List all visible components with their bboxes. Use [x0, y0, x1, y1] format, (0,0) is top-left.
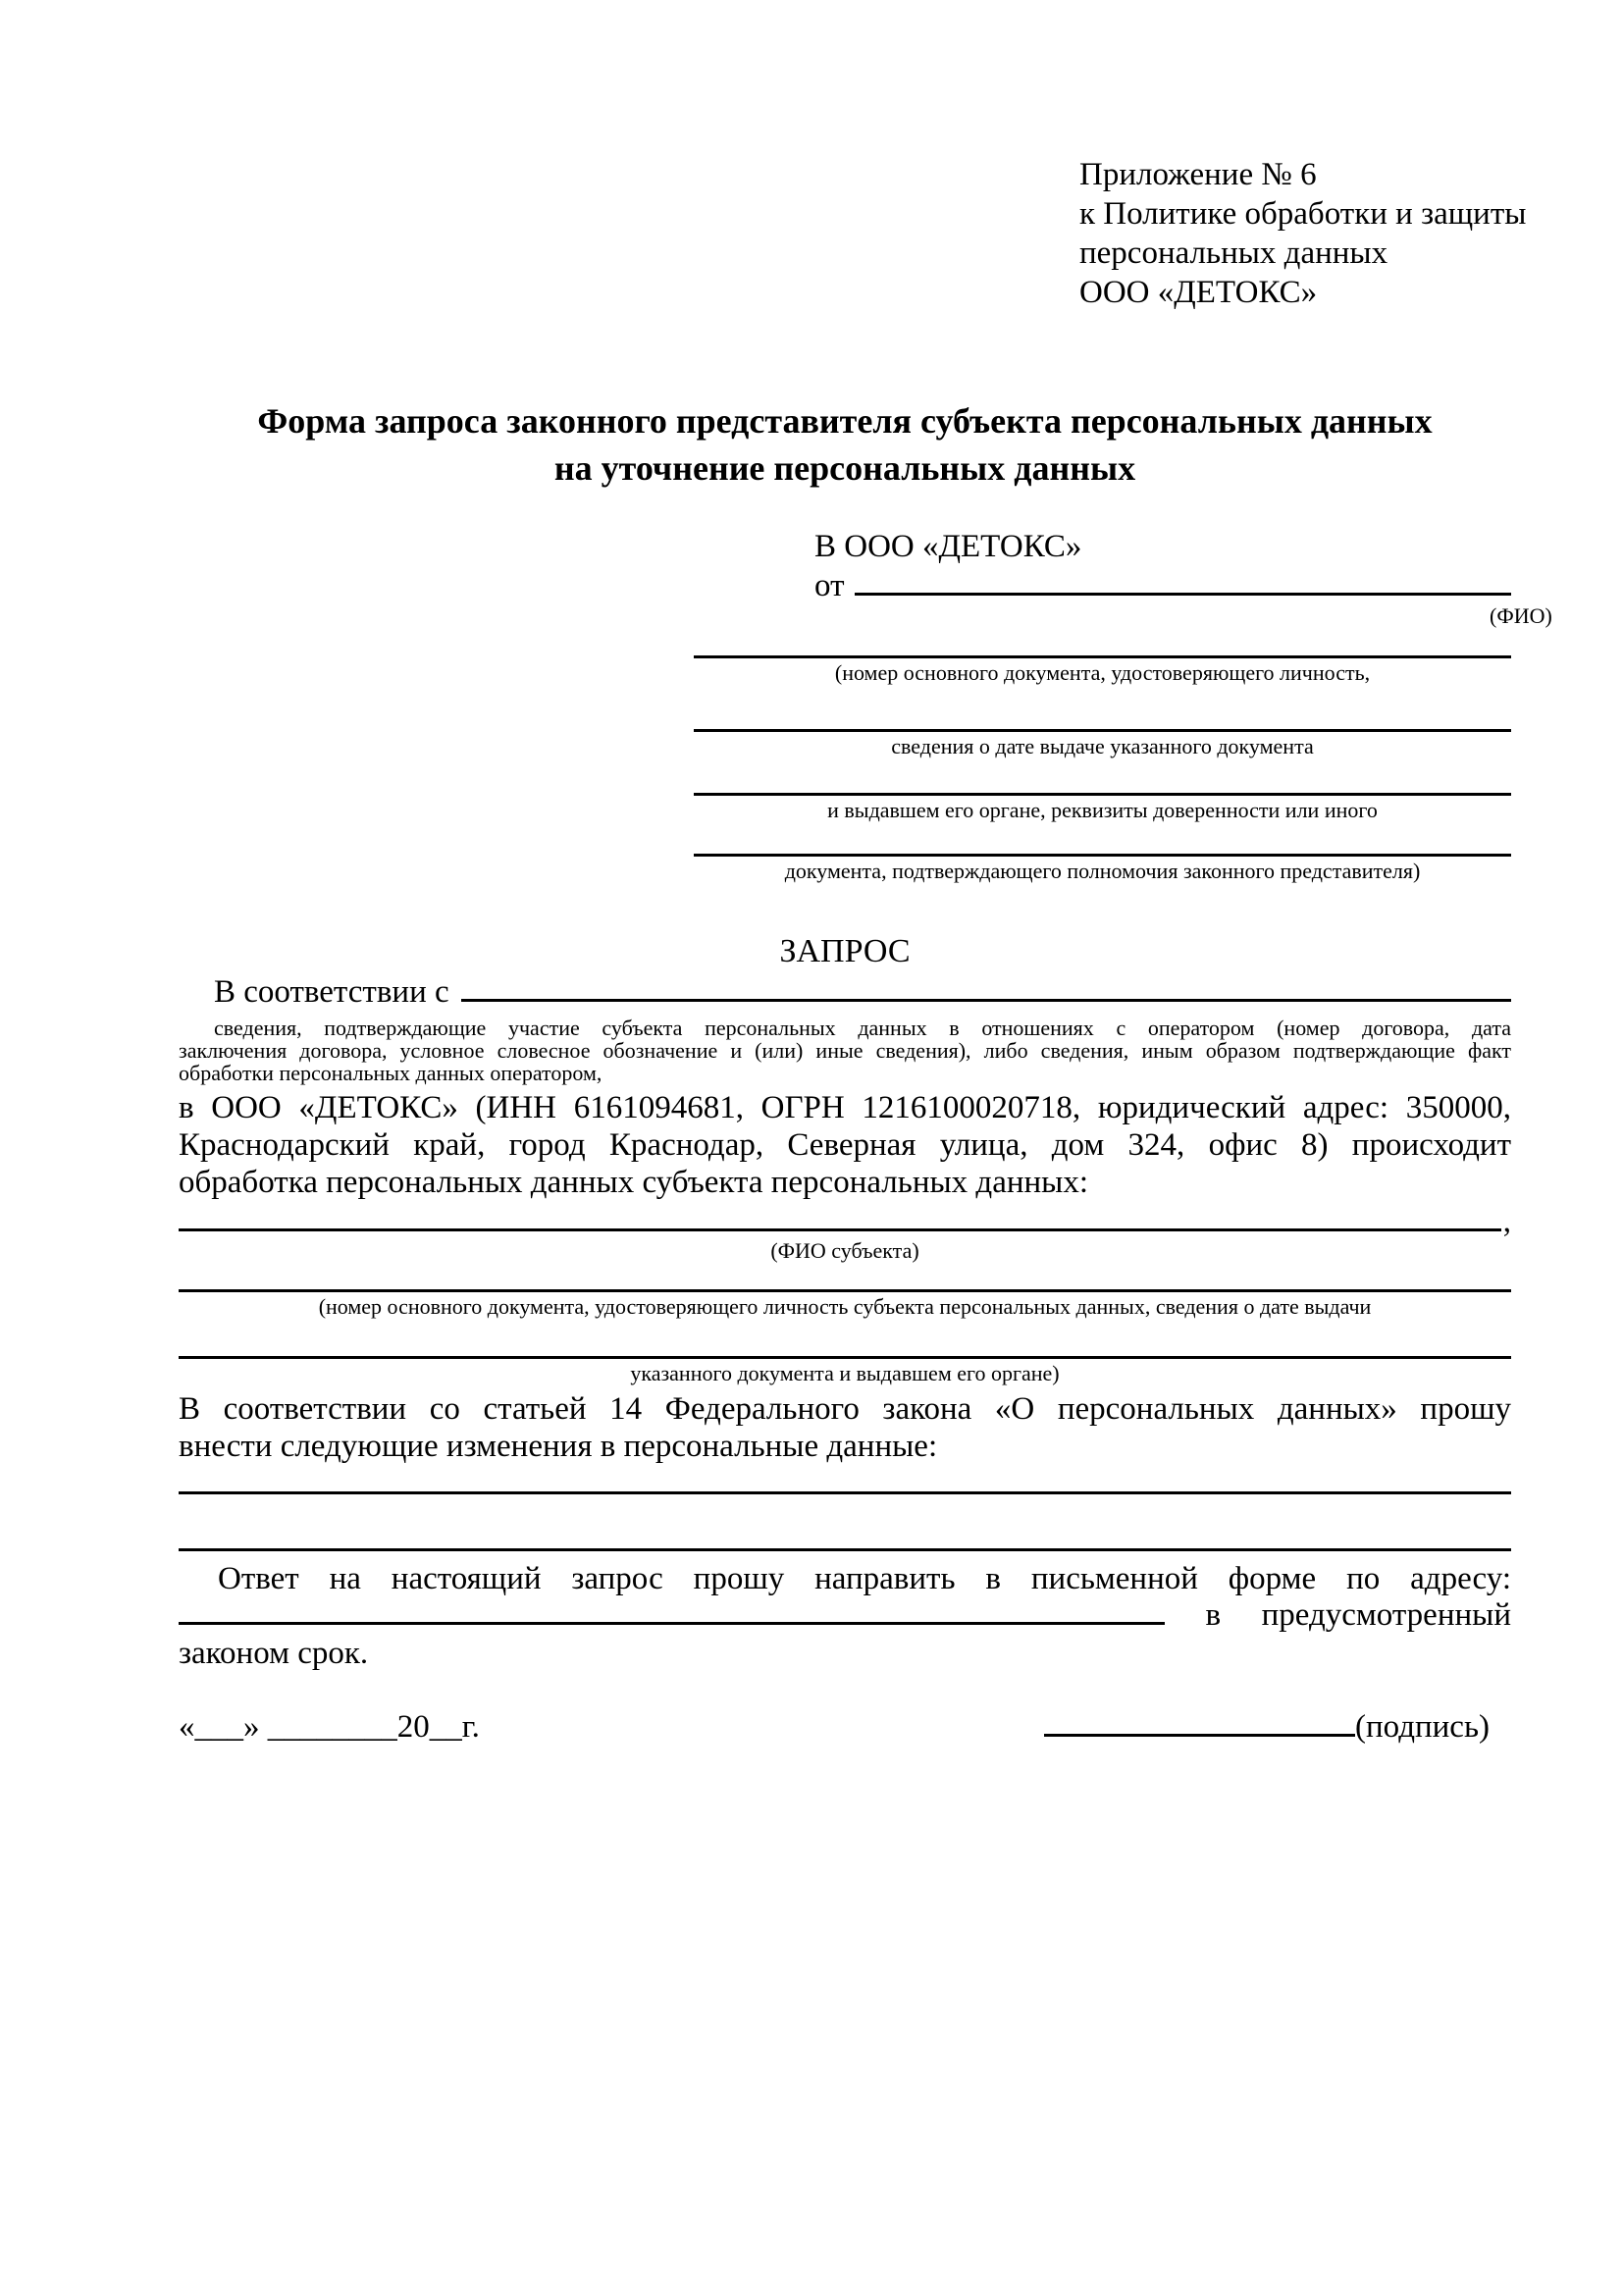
amendment-line-1: В соответствии со статьей 14 Федерального закона «О персональных данных» прошу: [179, 1391, 1511, 1427]
basis-blank-line[interactable]: [461, 997, 1511, 1002]
appendix-line-4: ООО «ДЕТОКС»: [1079, 275, 1318, 310]
signature-blank-line[interactable]: [1044, 1732, 1355, 1737]
basis-note: [179, 1017, 1511, 1084]
request-heading: ЗАПРОС: [779, 933, 911, 969]
operator-line-2: Краснодарский край, город Краснодар, Северная улица, дом 324, офис 8) происходит: [179, 1127, 1511, 1163]
representative-doc-blank-line-3[interactable]: [694, 793, 1511, 823]
basis-note-line-2: заключения договора, условное словесное обозначение и (или) иные сведения), либо сведения, иным образом подтверждающие факт: [179, 1038, 1511, 1063]
recipient-block: [814, 525, 1552, 629]
reply-word-in: в: [1205, 1597, 1222, 1633]
subject-doc-caption-2: указанного документа и выдавшем его органе): [630, 1361, 1060, 1385]
document-content: [179, 0, 1552, 1746]
basis-note-line-1: сведения, подтверждающие участие субъекта персональных данных в отношениях с оператором (номер договора, дата: [214, 1016, 1511, 1040]
appendix-line-2: к Политике обработки и защиты: [1079, 196, 1527, 232]
recipient-org: В ООО «ДЕТОКС»: [814, 529, 1082, 564]
basis-row: [179, 974, 1511, 1014]
representative-doc-caption-2: сведения о дате выдаче указанного документа: [891, 734, 1314, 758]
reply-line-3: законом срок.: [179, 1636, 369, 1671]
trailing-comma: ,: [1502, 1204, 1511, 1239]
basis-label: В соответствии с: [214, 974, 449, 1010]
reply-address-row: [179, 1597, 1511, 1635]
representative-doc-blank-line-1[interactable]: [694, 655, 1511, 686]
amendments-blank-line-1[interactable]: [179, 1491, 1511, 1494]
subject-fio-blank-line[interactable]: [179, 1226, 1501, 1231]
amendments-blank-line-2[interactable]: [179, 1548, 1511, 1551]
reply-line-1: Ответ на настоящий запрос прошу направить в письменной форме по адресу:: [218, 1561, 1511, 1596]
basis-note-line-3: обработки персональных данных оператором,: [179, 1061, 602, 1085]
footer-row: [179, 1709, 1511, 1746]
amendment-line-2: внести следующие изменения в персональные данные:: [179, 1429, 938, 1464]
from-row: [814, 568, 1511, 603]
subject-doc-caption-1: (номер основного документа, удостоверяющего личность субъекта персональных данных, сведения о дате выдачи: [318, 1294, 1372, 1319]
representative-doc-caption-3: и выдавшем его органе, реквизиты доверенности или иного: [827, 798, 1378, 822]
form-title-line-1: Форма запроса законного представителя субъекта персональных данных: [257, 401, 1433, 441]
subject-fio-caption: (ФИО субъекта): [770, 1238, 919, 1263]
reply-address-blank-line[interactable]: [179, 1620, 1165, 1625]
signature-caption: (подпись): [1355, 1709, 1490, 1745]
representative-doc-blank-line-4[interactable]: [694, 854, 1511, 884]
appendix-block: [1079, 0, 1527, 312]
from-name-blank-line[interactable]: [855, 591, 1512, 596]
representative-doc-caption-4: документа, подтверждающего полномочия законного представителя): [784, 859, 1421, 883]
form-title: [179, 397, 1511, 492]
operator-paragraph: [179, 1089, 1511, 1201]
subject-doc-blank-line-1[interactable]: [179, 1289, 1511, 1320]
representative-doc-caption-1: (номер основного документа, удостоверяющего личность,: [834, 660, 1371, 685]
signature-group: [1044, 1709, 1490, 1746]
fio-caption: (ФИО): [1490, 603, 1552, 628]
reply-word-term: предусмотренный: [1261, 1597, 1511, 1633]
appendix-line-1: Приложение № 6: [1079, 157, 1317, 192]
representative-doc-blank-line-2[interactable]: [694, 729, 1511, 759]
operator-line-1: в ООО «ДЕТОКС» (ИНН 6161094681, ОГРН 1216100020718, юридический адрес: 350000,: [179, 1090, 1511, 1125]
from-label: от: [814, 568, 845, 603]
form-title-line-2: на уточнение персональных данных: [553, 448, 1136, 488]
subject-doc-blank-line-2[interactable]: [179, 1356, 1511, 1386]
representative-doc-fields: [694, 655, 1511, 884]
appendix-line-3: персональных данных: [1079, 235, 1388, 271]
operator-line-3: обработка персональных данных субъекта персональных данных:: [179, 1165, 1088, 1200]
date-field[interactable]: «___» ________20__г.: [179, 1709, 480, 1745]
subject-fio-row: [179, 1205, 1511, 1238]
amendment-paragraph: [179, 1390, 1511, 1465]
